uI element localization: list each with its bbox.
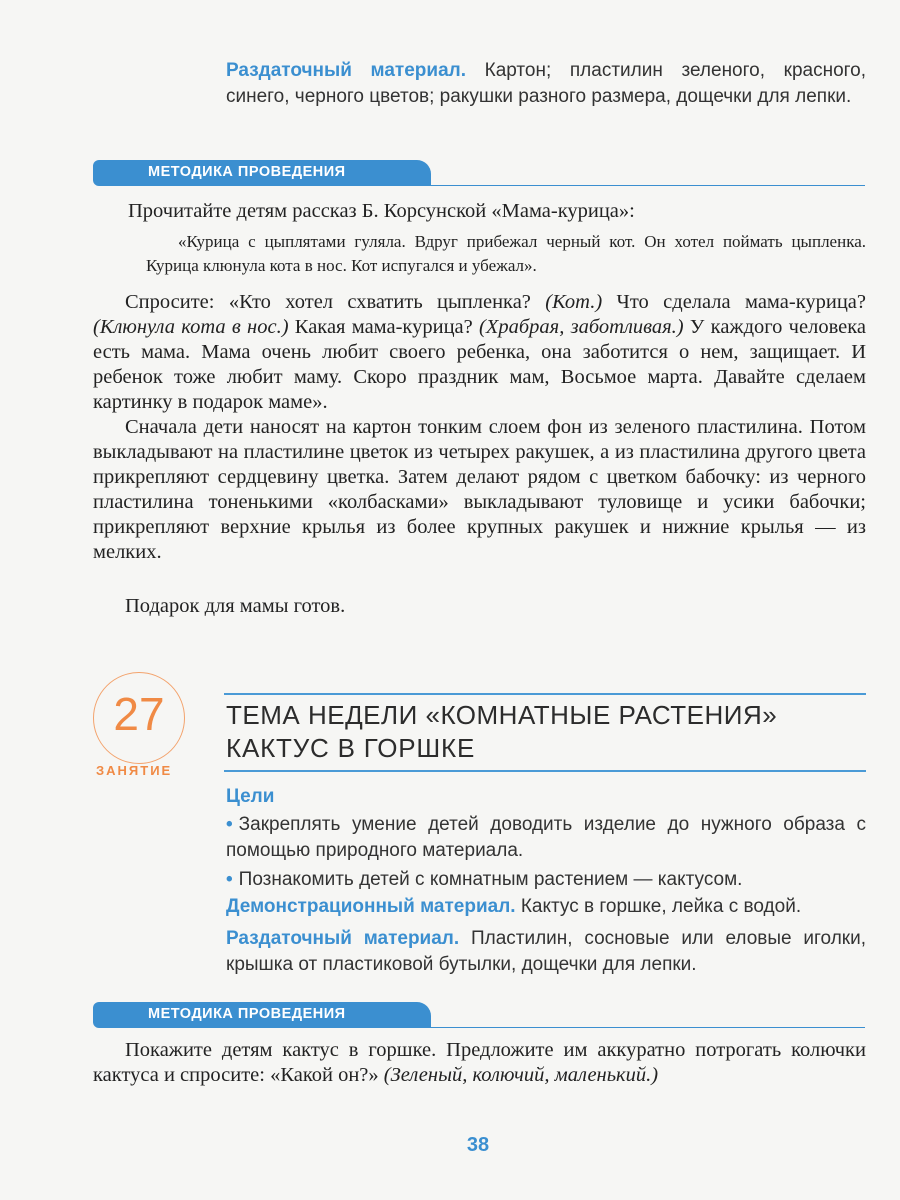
show-paragraph <box>93 1038 866 1088</box>
ready-paragraph: Подарок для мамы готов. <box>125 595 346 617</box>
demo-label: Демонстрационный материал. <box>226 896 516 917</box>
method-divider <box>423 185 865 187</box>
method-header-2 <box>93 1002 865 1028</box>
topic-divider-bottom <box>224 770 866 772</box>
demo-text: Кактус в горшке, лейка с водой. <box>515 896 802 917</box>
craft-paragraph: Сначала дети наносят на картон тонким слоем фон из зеленого пластилина. Потом выкладывают на пластилине цветок из четырех ракушек, а из пластилина другого цвета прикрепляют сердцевину цветка. Затем делают рядом с цветком бабочку: из черного пластилина тоненькими «колбасками» выкладывают туловище и усики бабочки; прикрепляют верхние крылья из более крупных ракушек и нижние крылья — из мелких. <box>93 416 866 563</box>
method-pill <box>93 160 431 186</box>
answer-italic: (Клюнула кота в нос.) <box>93 316 289 338</box>
questions-paragraph <box>93 290 866 415</box>
method-label: МЕТОДИКА ПРОВЕДЕНИЯ <box>148 164 346 180</box>
show-text: Покажите детям кактус в горшке. Предложите им аккуратно потрогать колючки кактуса и спросите: «Какой он?» <box>93 1039 866 1086</box>
week-theme: ТЕМА НЕДЕЛИ «КОМНАТНЫЕ РАСТЕНИЯ» <box>226 700 778 730</box>
method-pill <box>93 1002 431 1028</box>
answer-italic: (Храбрая, заботливая.) <box>479 316 684 338</box>
lesson-caption: ЗАНЯТИЕ <box>96 763 173 778</box>
lesson-number-circle <box>93 672 185 764</box>
handout-paragraph-1 <box>226 58 866 110</box>
questions-text: Какая мама-курица? <box>288 316 480 338</box>
lesson-title: КАКТУС В ГОРШКЕ <box>226 733 476 763</box>
questions-text: Спросите: «Кто хотел схватить цыпленка? <box>125 291 546 313</box>
lesson-number: 27 <box>113 688 165 740</box>
method-label: МЕТОДИКА ПРОВЕДЕНИЯ <box>148 1006 346 1022</box>
answer-italic: (Кот.) <box>545 291 603 313</box>
goals-heading: Цели <box>226 786 275 807</box>
handout-label: Раздаточный материал. <box>226 60 466 81</box>
goal-item <box>226 812 866 864</box>
answer-italic: (Зеленый, колючий, маленький.) <box>383 1064 659 1086</box>
handout-paragraph-2 <box>226 926 866 978</box>
goals-list <box>226 812 866 893</box>
demo-paragraph <box>226 894 866 920</box>
goal-text: Закреплять умение детей доводить изделие до нужного образа с помощью природного материала. <box>226 814 866 861</box>
goal-text: Познакомить детей с комнатным растением — кактусом. <box>238 869 743 890</box>
method-divider <box>423 1027 865 1029</box>
intro-paragraph: Прочитайте детям рассказ Б. Корсунской «Мама-курица»: <box>128 200 635 222</box>
bullet-dot-icon: • <box>226 814 233 835</box>
method-header-1 <box>93 160 865 186</box>
handout-label: Раздаточный материал. <box>226 928 460 949</box>
topic-divider-top <box>224 693 866 695</box>
questions-text: Что сделала мама-курица? <box>602 291 866 313</box>
goal-item <box>226 867 866 893</box>
bullet-dot-icon: • <box>226 869 233 890</box>
handout-text: Картон; пластилин зеленого, красного, синего, черного цветов; ракушки разного размера, дощечки для лепки. <box>226 60 866 107</box>
story-quote: «Курица с цыплятами гуляла. Вдруг прибежал черный кот. Он хотел поймать цыпленка. Курица клюнула кота в нос. Кот испугался и убежал». <box>146 232 866 275</box>
handout-text: Пластилин, сосновые или еловые иголки, крышка от пластиковой бутылки, дощечки для лепки. <box>226 928 866 975</box>
page-number: 38 <box>466 1134 490 1156</box>
questions-text: У каждого человека есть мама. Мама очень любит своего ребенка, она заботится о нем, защищает. И ребенок тоже любит маму. Скоро праздник мам, Восьмое марта. Давайте сделаем картинку в подарок маме». <box>93 316 866 413</box>
